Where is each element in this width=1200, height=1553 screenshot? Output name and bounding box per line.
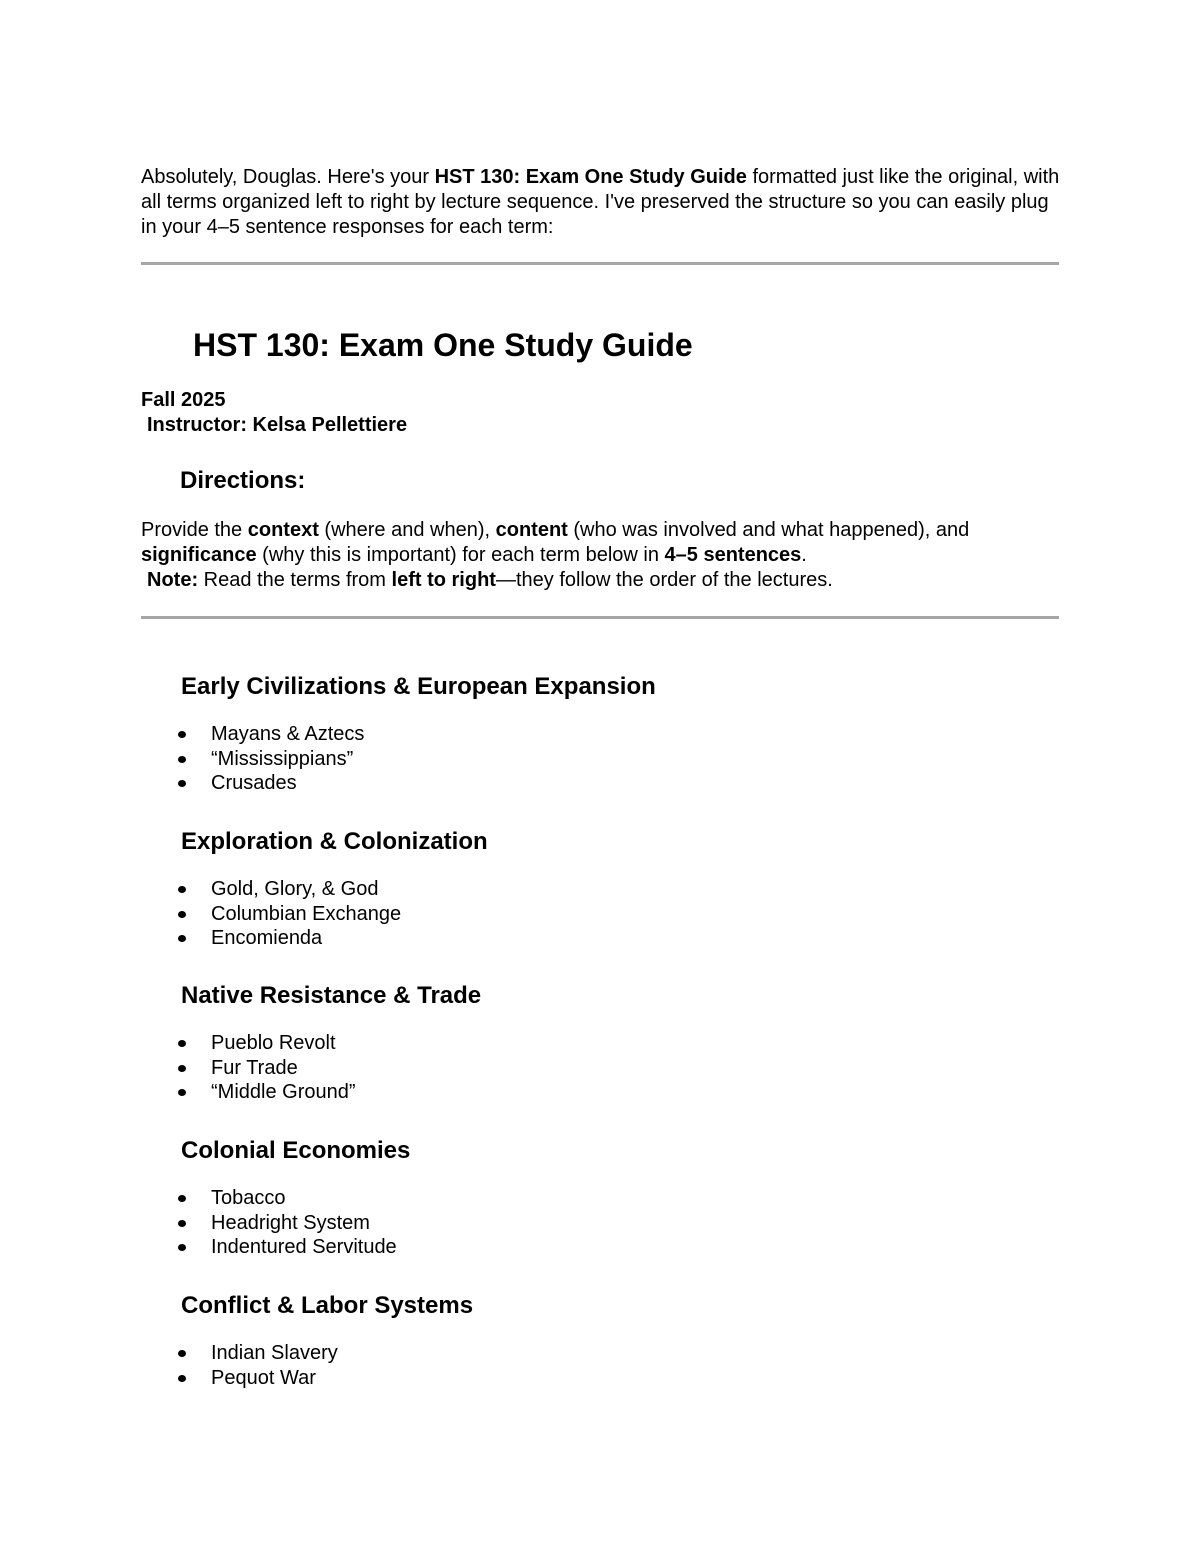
intro-text-end: formatted just like the original, with all terms organized left to right by lecture sequence. I've preserved the structure so you can easily plug in your 4–5 sentence responses for each term: — [141, 166, 1060, 238]
note-label: Note: — [147, 569, 199, 591]
term-label: Headright System — [211, 1211, 370, 1234]
list-item — [181, 1341, 981, 1366]
intro-paragraph — [141, 165, 1061, 240]
term-list — [181, 1186, 981, 1260]
list-item — [181, 722, 981, 747]
term-list — [181, 1341, 981, 1390]
directions-keyword: significance — [141, 544, 257, 566]
note-text: —they follow the order of the lectures. — [495, 569, 833, 591]
term-label: Crusades — [211, 772, 297, 795]
term-label: Pequot War — [211, 1366, 316, 1389]
directions-keyword: content — [495, 519, 568, 541]
term-list — [181, 877, 981, 951]
note-line — [141, 568, 1061, 593]
bullet-icon — [178, 911, 186, 918]
term-label: Indentured Servitude — [211, 1236, 397, 1259]
bullet-icon — [178, 1350, 186, 1357]
term-label: “Middle Ground” — [211, 1081, 356, 1104]
intro-guide-title: HST 130: Exam One Study Guide — [434, 166, 747, 188]
list-item — [181, 1080, 981, 1105]
horizontal-rule — [141, 616, 1059, 619]
bullet-icon — [178, 1195, 186, 1202]
bullet-icon — [178, 1244, 186, 1251]
term-label: Indian Slavery — [211, 1342, 338, 1364]
intro-text-start: Absolutely, Douglas. Here's your — [141, 166, 435, 188]
term-list — [181, 1031, 981, 1105]
section-native-resistance — [181, 981, 981, 1105]
directions-text: (why this is important) for each term below in — [256, 544, 665, 566]
bullet-icon — [178, 780, 186, 787]
term-label: Mayans & Aztecs — [211, 723, 365, 745]
list-item — [181, 1056, 981, 1081]
term-label: Fall 2025 — [141, 389, 226, 411]
section-colonial-economies — [181, 1136, 981, 1260]
term-label: Encomienda — [211, 927, 323, 950]
bullet-icon — [178, 1220, 186, 1227]
bullet-icon — [178, 1040, 186, 1047]
list-item — [181, 902, 981, 927]
bullet-icon — [178, 1065, 186, 1072]
term-list — [181, 722, 981, 796]
section-heading: Native Resistance & Trade — [181, 982, 482, 1009]
note-text: Read the terms from — [198, 569, 392, 591]
list-item — [181, 1031, 981, 1056]
section-heading: Exploration & Colonization — [181, 828, 488, 855]
bullet-icon — [178, 886, 186, 893]
directions-paragraph — [141, 518, 1061, 593]
list-item — [181, 1186, 981, 1211]
note-keyword: left to right — [391, 569, 496, 591]
term-label: Pueblo Revolt — [211, 1032, 336, 1054]
term-label: Gold, Glory, & God — [211, 878, 379, 900]
directions-text: Provide the — [141, 519, 248, 541]
directions-keyword: 4–5 sentences — [664, 544, 802, 566]
term-label: Columbian Exchange — [211, 902, 402, 925]
directions-heading: Directions: — [180, 467, 306, 494]
list-item — [181, 771, 981, 796]
list-item — [181, 926, 981, 951]
directions-keyword: context — [247, 519, 319, 541]
bullet-icon — [178, 756, 186, 763]
directions-text: . — [801, 544, 807, 566]
instructor-label: Instructor: Kelsa Pellettiere — [147, 414, 408, 436]
document-title: HST 130: Exam One Study Guide — [193, 327, 693, 363]
section-heading: Conflict & Labor Systems — [181, 1292, 474, 1319]
list-item — [181, 877, 981, 902]
section-conflict-labor — [181, 1291, 981, 1390]
bullet-icon — [178, 1375, 186, 1382]
term-label: Tobacco — [211, 1187, 286, 1209]
bullet-icon — [178, 731, 186, 738]
list-item — [181, 1366, 981, 1391]
section-heading: Colonial Economies — [181, 1137, 411, 1164]
directions-text: (who was involved and what happened), and — [567, 519, 970, 541]
section-exploration — [181, 827, 981, 951]
horizontal-rule — [141, 262, 1059, 265]
directions-text: (where and when), — [318, 519, 496, 541]
list-item — [181, 1235, 981, 1260]
list-item — [181, 747, 981, 772]
bullet-icon — [178, 1089, 186, 1096]
term-label: “Mississippians” — [211, 747, 354, 770]
list-item — [181, 1211, 981, 1236]
term-label: Fur Trade — [211, 1056, 298, 1079]
bullet-icon — [178, 935, 186, 942]
section-early-civilizations — [181, 672, 981, 796]
section-heading: Early Civilizations & European Expansion — [181, 673, 656, 700]
